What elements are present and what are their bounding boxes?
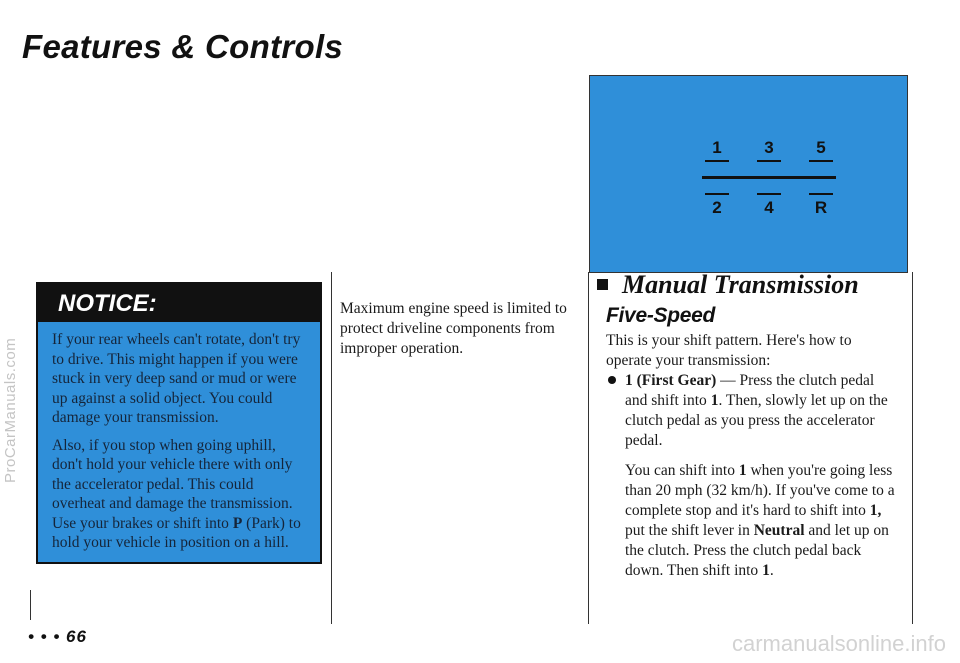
gear-label-3: 3 — [764, 138, 774, 157]
notice-paragraph-2: Also, if you stop when going uphill, don't hold your vehicle there with only the accelerator pedal. This could overheat and damage the transmission. Use your brakes or shift into P (Park) to hold your vehicle in position on a hill. — [52, 436, 301, 551]
notice-heading: NOTICE: — [38, 284, 320, 322]
shift-pattern-diagram — [589, 75, 908, 273]
shift-gate-neutral — [702, 176, 836, 179]
column-divider-right — [588, 272, 589, 624]
notice-box — [36, 282, 322, 564]
page-title: Features & Controls — [22, 28, 344, 65]
gear-label-2: 2 — [712, 198, 722, 217]
shift-pattern-intro: This is your shift pattern. Here's how to operate your transmission: — [606, 332, 852, 369]
first-gear-instructions — [606, 371, 898, 589]
shift-gate-top-3 — [757, 160, 781, 162]
shift-gate-bottom-4 — [757, 193, 781, 195]
notice-paragraph-1: If your rear wheels can't rotate, don't try to drive. This might happen if you were stuck in very deep sand or mud or were up against a solid object. You could damage your transmission. — [52, 331, 301, 426]
gear-label-5: 5 — [816, 138, 826, 157]
gear-label-4: 4 — [764, 198, 774, 217]
subsection-title: Five-Speed — [606, 304, 716, 327]
notice-body — [38, 322, 320, 553]
column-divider-margin — [30, 590, 31, 620]
column-divider-left — [331, 272, 332, 624]
gear-label-1: 1 — [712, 138, 722, 157]
square-bullet-icon — [597, 279, 608, 290]
first-gear-note: You can shift into 1 when you're going less than 20 mph (32 km/h). If you've come to a complete stop and it's hard to shift into 1, put the shift lever in Neutral and let up on the clutch. Press the clutch pedal back down. Then shift into 1. — [625, 462, 895, 579]
section-title: Manual Transmission — [597, 270, 859, 300]
first-gear-paragraph: 1 (First Gear) — Press the clutch pedal and shift into 1. Then, slowly let up on the clutch pedal as you press the accelerator pedal. — [625, 372, 888, 449]
shift-gate-bottom-2 — [705, 193, 729, 195]
shift-gate-bottom-r — [809, 193, 833, 195]
watermark-side: ProCarManuals.com — [2, 337, 19, 483]
watermark-bottom: carmanualsonline.info — [731, 631, 946, 656]
engine-speed-text: Maximum engine speed is limited to protect driveline components from improper operation. — [340, 300, 567, 357]
shift-gate-top-5 — [809, 160, 833, 162]
page-number: • • • 66 — [28, 627, 87, 646]
shift-gate-top-1 — [705, 160, 729, 162]
gear-label-r: R — [814, 198, 828, 217]
column-divider-far-right — [912, 272, 913, 624]
bullet-icon — [608, 376, 616, 384]
